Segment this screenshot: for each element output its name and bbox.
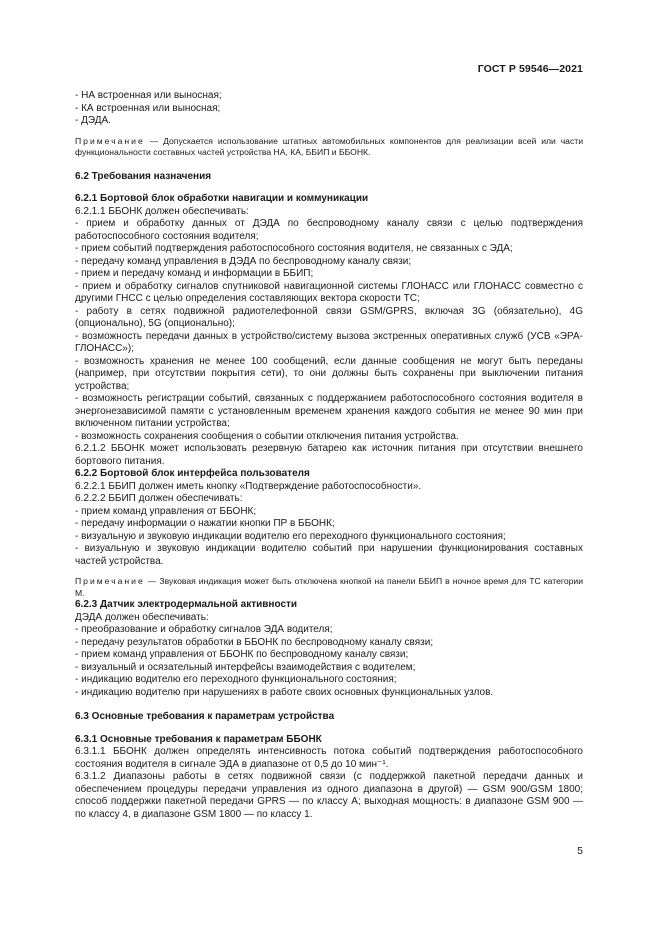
note-text: — Звуковая индикация может быть отключена кнопкой на панели ББИП в ночное время для ТС категории М. — [75, 576, 583, 598]
list-item: - индикацию водителю при нарушениях в работе своих основных функциональных узлов. — [75, 686, 494, 698]
page-number: 5 — [577, 845, 583, 857]
list-item: - ДЭДА. — [75, 115, 111, 126]
section-title-6-2-3: 6.2.3 Датчик электродермальной активности — [75, 599, 298, 610]
page-content — [75, 90, 583, 821]
list-item: - возможность передачи данных в устройство/систему вызова экстренных оперативных служб (УСВ «ЭРА-ГЛОНАСС»); — [75, 330, 583, 354]
section-title-6-3-1: 6.3.1 Основные требования к параметрам ББОНК — [75, 733, 322, 745]
list-item: - возможность регистрации событий, связанных с поддержанием работоспособного состояния водителя в энергонезависимой памяти с установленным временем хранения каждого события не менее 90 мин при включенном питании устройства; — [75, 393, 583, 429]
list-item: - передачу команд управления в ДЭДА по беспроводному каналу связи; — [75, 255, 412, 267]
paragraph: 6.2.2.2 ББИП должен обеспечивать: — [75, 493, 243, 504]
note-2 — [75, 576, 583, 599]
paragraph: ДЭДА должен обеспечивать: — [75, 611, 209, 623]
list-item: - визуальный и осязательный интерфейсы взаимодействия с водителем; — [75, 661, 416, 673]
list-item: - преобразование и обработку сигналов ЭДА водителя; — [75, 624, 333, 635]
note-text: — Допускается использование штатных автомобильных компонентов для реализации всей или части функциональности составных частей устройства НА, КА, ББИП и ББОНК. — [75, 135, 583, 157]
paragraph: 6.3.1.1 ББОНК должен определять интенсивность потока событий подтверждения работоспособного состояния водителя в сигнале ЭДА в диапазоне от 0,5 до 10 мин⁻¹. — [75, 746, 583, 770]
note-1 — [75, 136, 583, 159]
list-item: - прием и обработку данных от ДЭДА по беспроводному каналу связи с целью подтверждения работоспособного состояния водителя; — [75, 218, 583, 242]
list-item: - прием и передачу команд и информации в ББИП; — [75, 268, 314, 279]
list-item: - прием событий подтверждения работоспособного состояния водителя, не связанных с ЭДА; — [75, 243, 513, 254]
paragraph: 6.2.2.1 ББИП должен иметь кнопку «Подтверждение работоспособности». — [75, 480, 422, 492]
list-item: - визуальную и звуковую индикации водителю его переходного функционального состояния; — [75, 530, 506, 542]
list-item: - возможность сохранения сообщения о событии отключения питания устройства. — [75, 430, 459, 442]
note-label: Примечание — [75, 576, 145, 586]
list-item: - визуальную и звуковую индикации водителю событий при нарушении функционирования составных частей устройства. — [75, 543, 583, 567]
list-item: - прием команд управления от ББОНК; — [75, 505, 257, 517]
section-title-6-3: 6.3 Основные требования к параметрам устройства — [75, 711, 335, 722]
list-item: - прием команд управления от ББОНК по беспроводному каналу связи; — [75, 649, 409, 660]
list-item: - передачу информации о нажатии кнопки ПР в ББОНК; — [75, 518, 335, 529]
section-title-6-2-1: 6.2.1 Бортовой блок обработки навигации и коммуникации — [75, 193, 369, 204]
list-item: - КА встроенная или выносная; — [75, 102, 221, 114]
list-item: - прием и обработку сигналов спутниковой навигационной системы ГЛОНАСС или ГЛОНАСС совместно с другими ГНСС с целью определения составляющих вектора скорости ТС; — [75, 280, 583, 304]
list-item: - передачу результатов обработки в ББОНК по беспроводному каналу связи; — [75, 636, 434, 648]
list-item: - индикацию водителю его переходного функционального состояния; — [75, 674, 397, 685]
list-item: - работу в сетях подвижной радиотелефонной связи GSM/GPRS, включая 3G (обязательно), 4G (опционально), 5G (опционально); — [75, 305, 583, 329]
section-title-6-2: 6.2 Требования назначения — [75, 170, 212, 182]
list-item: - НА встроенная или выносная; — [75, 90, 222, 101]
list-item: - возможность хранения не менее 100 сообщений, если данные сообщения не могут быть переданы (например, при отсутствии покрытия сети), то они должны быть сохранены при выключении питания устройства; — [75, 355, 583, 392]
standard-header: ГОСТ Р 59546—2021 — [477, 63, 583, 75]
note-label: Примечание — [75, 135, 145, 146]
paragraph: 6.2.1.2 ББОНК может использовать резервную батарею как источник питания при отсутствии внешнего бортового питания. — [75, 443, 583, 467]
section-title-6-2-2: 6.2.2 Бортовой блок интерфейса пользователя — [75, 468, 310, 479]
paragraph: 6.3.1.2 Диапазоны работы в сетях подвижной связи (с поддержкой пакетной передачи данных и обеспечением процедуры передачи управления из одного диапазона в другой) — GSM 900/GSM 1800; способ поддержки пакетной передачи GPRS — по классу А; выходная мощность: в диапазоне GSM 900 — по классу 4, в диапазоне GSM 1800 — по классу 1. — [75, 771, 583, 820]
paragraph: 6.2.1.1 ББОНК должен обеспечивать: — [75, 205, 249, 217]
